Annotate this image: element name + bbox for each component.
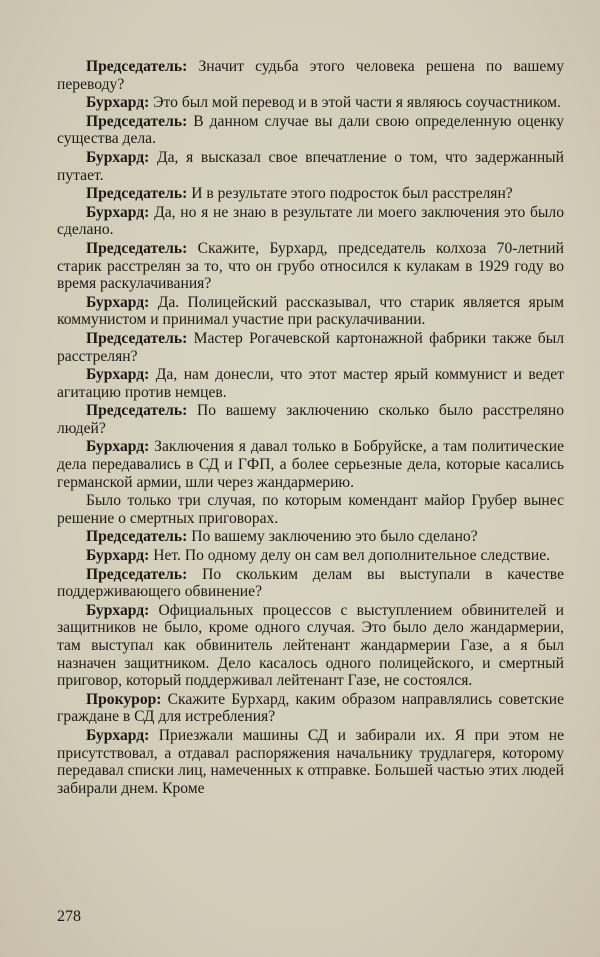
paragraph-text: Приезжали машины СД и забирали их. Я при этом не присутствовал, а отдавал распоряжения начальнику трудлагеря, которому передавал списки лиц, намеченных к отправке. Большей частью этих людей забирали днем. Кроме xyxy=(57,726,564,797)
paragraph-text: По вашему заключению это было сделано? xyxy=(187,528,478,546)
transcript-paragraph xyxy=(57,294,564,329)
transcript-paragraph xyxy=(57,330,564,365)
paragraph-text: Мастер Рогачевской картонажной фабрики также был расстрелян? xyxy=(57,329,564,365)
speaker-label: Бурхард: xyxy=(86,94,150,112)
transcript-paragraph xyxy=(57,528,564,546)
transcript-paragraph xyxy=(57,492,564,527)
paragraph-text: По скольким делам вы выступали в качестве поддерживающего обвинение? xyxy=(57,565,564,601)
speaker-label: Председатель: xyxy=(86,112,188,130)
transcript-text xyxy=(57,58,564,797)
paragraph-text: И в результате этого подросток был расстрелян? xyxy=(187,185,513,203)
transcript-paragraph xyxy=(57,204,564,239)
paragraph-text: Да, нам донесли, что этот мастер ярый коммунист и ведет агитацию против немцев. xyxy=(57,366,564,401)
transcript-paragraph xyxy=(57,185,564,203)
speaker-label: Бурхард: xyxy=(86,438,150,456)
transcript-paragraph xyxy=(57,113,564,148)
paragraph-text: По вашему заключению сколько было расстреляно людей? xyxy=(57,402,564,437)
speaker-label: Председатель: xyxy=(86,528,188,546)
paragraph-text: Да, но я не знаю в результате ли моего заключения это было сделано. xyxy=(57,203,564,239)
speaker-label: Прокурор: xyxy=(86,690,162,708)
transcript-paragraph xyxy=(57,547,564,565)
speaker-label: Бурхард: xyxy=(86,547,150,565)
paragraph-text: Это был мой перевод и в этой части я являюсь соучастником. xyxy=(149,94,561,112)
transcript-paragraph xyxy=(57,240,564,293)
transcript-paragraph xyxy=(57,58,564,93)
transcript-paragraph xyxy=(57,402,564,437)
transcript-paragraph xyxy=(57,727,564,797)
speaker-label: Бурхард: xyxy=(86,601,150,619)
paragraph-text: Значит судьба этого человека решена по вашему переводу? xyxy=(57,58,564,93)
speaker-label: Бурхард: xyxy=(86,148,150,166)
paragraph-text: Да. Полицейский рассказывал, что старик является ярым коммунистом и принимал участие при раскулачивании. xyxy=(57,293,564,329)
paragraph-text: В данном случае вы дали свою определенную оценку существа дела. xyxy=(57,112,564,148)
paragraph-text: Нет. По одному делу он сам вел дополнительное следствие. xyxy=(149,547,551,565)
paragraph-text: Было только три случая, по которым комендант майор Грубер вынес решение о смертных приговорах. xyxy=(57,492,564,527)
paragraph-text: Официальных процессов с выступлением обвинителей и защитников не было, кроме одного случая. Это было дело жандармерии, там выступал как обвинитель лейтенант жандармерии Газе, а я был назначен защитником. Дело касалось одного полицейского, и смертный приговор, который поддерживал лейтенант Газе, не состоялся. xyxy=(57,601,564,690)
paragraph-text: Скажите Бурхард, каким образом направлялись советские граждане в СД для истребления? xyxy=(57,690,564,726)
page-number: 278 xyxy=(57,908,81,925)
speaker-label: Председатель: xyxy=(86,185,188,203)
speaker-label: Председатель: xyxy=(86,239,188,257)
transcript-paragraph xyxy=(57,602,564,690)
speaker-label: Бурхард: xyxy=(86,203,150,221)
transcript-paragraph xyxy=(57,94,564,112)
paragraph-text: Заключения я давал только в Бобруйске, а там политические дела передавались в СД и ГФП, а более серьезные дела, которые касались германской армии, шли через жандармерию. xyxy=(57,438,564,491)
speaker-label: Бурхард: xyxy=(86,366,150,384)
speaker-label: Председатель: xyxy=(86,565,188,583)
transcript-paragraph xyxy=(57,438,564,491)
paragraph-text: Да, я высказал свое впечатление о том, что задержанный путает. xyxy=(57,148,564,184)
speaker-label: Председатель: xyxy=(86,58,188,75)
transcript-paragraph xyxy=(57,566,564,601)
speaker-label: Председатель: xyxy=(86,402,188,420)
speaker-label: Председатель: xyxy=(86,329,188,347)
transcript-paragraph xyxy=(57,366,564,401)
paragraph-text: Скажите, Бурхард, председатель колхоза 70-летний старик расстрелян за то, что он грубо относился к кулакам в 1929 году во время раскулачивания? xyxy=(57,239,564,293)
transcript-paragraph xyxy=(57,149,564,184)
speaker-label: Бурхард: xyxy=(86,293,150,311)
speaker-label: Бурхард: xyxy=(86,726,150,744)
transcript-paragraph xyxy=(57,691,564,726)
